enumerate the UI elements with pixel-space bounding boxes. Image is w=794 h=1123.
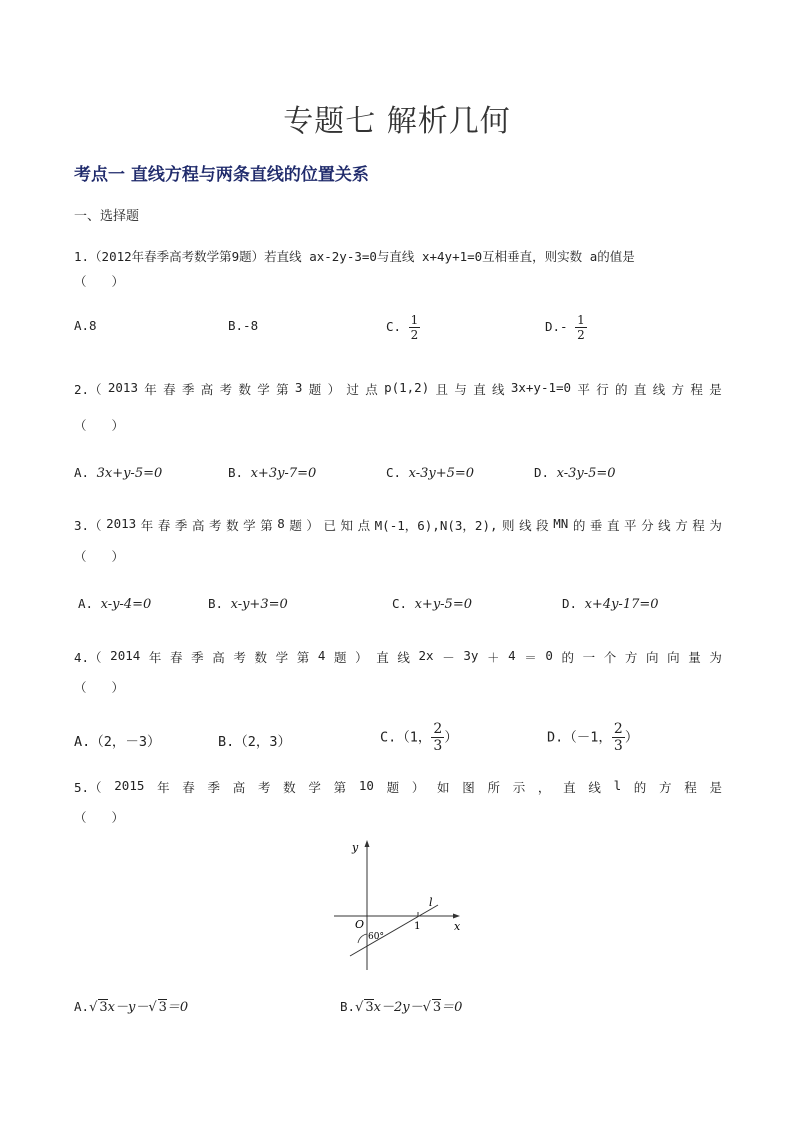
question-2-option-b	[228, 465, 316, 481]
question-3-option-c	[392, 596, 472, 612]
question-text-token: 程	[684, 780, 697, 795]
fraction-denominator: 2	[410, 328, 419, 342]
question-text-token: 第	[276, 382, 289, 397]
option-c-prefix: C.	[386, 465, 402, 480]
question-text-token: ，	[537, 780, 551, 795]
question-text-token: 方	[659, 780, 672, 795]
question-text-token: 线	[397, 650, 410, 665]
question-text-token: ＋	[487, 650, 500, 665]
question-text-token: 年	[157, 780, 170, 795]
question-1-option-d	[545, 314, 587, 341]
fraction-denominator: 3	[433, 738, 443, 754]
question-text-token: 2.（	[74, 382, 102, 397]
question-text-token: 直	[473, 382, 486, 397]
question-5-figure	[330, 838, 470, 974]
option-d-prefix: D.（－1，	[547, 729, 612, 746]
question-3-text	[74, 516, 722, 534]
question-text-token: 图	[462, 780, 475, 795]
sqrt-radicand: 3	[99, 1000, 108, 1015]
question-text-token: 线	[519, 518, 532, 533]
question-text-token: 考	[209, 518, 222, 533]
question-3-option-a	[78, 596, 151, 612]
question-text-token: 直	[633, 382, 647, 397]
question-text-token: －	[442, 650, 455, 665]
x-one-label: 1	[414, 920, 421, 932]
question-text-token: 季	[181, 382, 195, 397]
question-text-token: 过	[346, 382, 359, 397]
question-text-token: 直	[563, 780, 576, 795]
question-text-token: 高	[200, 382, 214, 397]
question-2-option-d	[534, 465, 616, 481]
question-text-token: 所	[487, 780, 500, 795]
question-text-token: 为	[709, 650, 722, 665]
question-text-token: ）	[411, 780, 425, 795]
sqrt-radicand: 3	[365, 1000, 374, 1015]
question-1-text: 1.（2012年春季高考数学第9题）若直线 ax-2y-3=0与直线 x+4y+1=0互相垂直，则实数 a的值是	[74, 249, 635, 264]
y-axis-arrow	[365, 840, 370, 847]
x-axis-label: x	[454, 920, 461, 933]
line-l-label: l	[429, 896, 433, 909]
question-text-token: 数	[283, 780, 296, 795]
fraction-one-half	[575, 314, 587, 341]
option-a-prefix: A.	[78, 596, 94, 611]
option-c-suffix: ）	[444, 729, 458, 746]
option-b-prefix: B.	[208, 596, 224, 611]
question-text-token: 学	[243, 518, 256, 533]
question-text-token: 平	[577, 382, 590, 397]
question-text-token: 高	[212, 650, 225, 665]
question-text-token: 数	[254, 650, 268, 665]
question-text-token: 4	[508, 648, 516, 663]
subsection-heading: 一、选择题	[74, 209, 140, 224]
question-text-token: 向	[646, 650, 659, 665]
question-2-answer-blank: （ ）	[74, 418, 125, 433]
question-text-token: 年	[144, 382, 157, 397]
option-b-equation: x+3y-7=0	[250, 466, 317, 481]
question-text-token: 已	[323, 518, 336, 533]
question-text-token: 则	[502, 518, 515, 533]
question-text-token: 数	[238, 382, 251, 397]
option-d-suffix: ）	[624, 729, 639, 746]
question-text-token: 8	[277, 516, 285, 531]
question-text-token: 2013	[106, 516, 137, 531]
option-a-equation: √ 3x－y－√ 3＝0	[89, 1000, 189, 1015]
question-text-token: 2015	[114, 778, 145, 793]
question-4-option-b: B.（2，3）	[218, 734, 292, 750]
question-text-token: 0	[545, 648, 553, 663]
question-text-token: 线	[652, 382, 666, 397]
question-text-token: 季	[191, 650, 204, 665]
equation-middle: x－y－	[107, 1000, 149, 1015]
question-text-token: 为	[709, 518, 722, 533]
question-text-token: ＝	[524, 650, 537, 665]
option-b-prefix: B.	[340, 999, 356, 1014]
question-text-token: 且	[435, 382, 449, 397]
question-text-token: 考	[219, 382, 233, 397]
question-text-token: 垂	[589, 518, 603, 533]
question-text-token: 2x	[418, 648, 434, 663]
option-d-prefix: D.	[562, 596, 578, 611]
question-1-option-b: B.-8	[228, 318, 259, 333]
option-a-prefix: A.	[74, 465, 90, 480]
question-text-token: 方	[624, 650, 638, 665]
question-2-text	[74, 380, 722, 398]
equation-end: ＝0	[166, 1000, 189, 1015]
question-text-token: 与	[454, 382, 467, 397]
fraction-two-thirds	[612, 722, 625, 753]
question-3-option-d	[562, 596, 659, 612]
question-text-token: 分	[641, 518, 654, 533]
question-text-token: 数	[226, 518, 239, 533]
option-b-prefix: B.	[228, 465, 244, 480]
question-text-token: 如	[437, 780, 450, 795]
option-b-equation: √ 3x－2y－√ 3＝0	[355, 1000, 463, 1015]
question-text-token: 第	[333, 780, 347, 795]
question-text-token: 学	[308, 780, 321, 795]
question-text-token: MN	[553, 516, 569, 531]
option-c-equation: x-3y+5=0	[408, 466, 475, 481]
question-text-token: 程	[690, 382, 703, 397]
question-text-token: 点	[357, 518, 371, 533]
question-text-token: 的	[633, 780, 647, 795]
question-text-token: 季	[174, 518, 188, 533]
question-text-token: l	[613, 778, 622, 793]
question-text-token: 段	[536, 518, 549, 533]
fraction-denominator: 3	[613, 738, 623, 754]
question-text-token: 的	[615, 382, 628, 397]
question-text-token: 春	[157, 518, 171, 533]
question-text-token: 线	[492, 382, 505, 397]
question-5-option-a	[74, 996, 188, 1015]
question-text-token: 是	[709, 780, 722, 795]
question-text-token: 量	[688, 650, 701, 665]
fraction-numerator: 1	[410, 313, 419, 327]
question-4-option-d	[547, 722, 638, 753]
angle-arc	[358, 934, 367, 943]
option-a-prefix: A.	[74, 999, 90, 1014]
question-text-token: 直	[376, 650, 389, 665]
question-text-token: 学	[257, 382, 270, 397]
question-text-token: 3y	[463, 648, 479, 663]
option-d-equation: x-3y-5=0	[556, 466, 616, 481]
question-4-option-a: A.（2，－3）	[74, 734, 161, 750]
question-text-token: 知	[340, 518, 354, 533]
question-text-token: 示	[512, 780, 526, 795]
question-text-token: 题	[308, 382, 322, 397]
question-2-option-a	[74, 465, 162, 481]
question-text-token: 年	[148, 650, 162, 665]
question-text-token: 程	[692, 518, 705, 533]
question-3-answer-blank: （ ）	[74, 549, 125, 564]
question-4-answer-blank: （ ）	[74, 680, 125, 695]
question-text-token: 3	[294, 380, 303, 395]
fraction-denominator: 2	[577, 328, 585, 342]
question-text-token: 的	[561, 650, 575, 665]
question-text-token: 2014	[110, 648, 141, 663]
option-b-equation: x-y+3=0	[230, 597, 288, 612]
question-text-token: 点	[365, 382, 378, 397]
question-text-token: 的	[572, 518, 586, 533]
option-d-equation: x+4y-17=0	[584, 597, 659, 612]
question-text-token: 第	[296, 650, 310, 665]
sqrt-radicand: 3	[158, 1000, 167, 1015]
question-text-token: 高	[191, 518, 205, 533]
question-text-token: 考	[233, 650, 246, 665]
question-text-token: 5.（	[74, 780, 102, 795]
question-1-answer-blank: （ ）	[74, 274, 125, 289]
question-5-text	[74, 778, 722, 796]
question-text-token: 春	[170, 650, 183, 665]
question-text-token: p(1,2)	[384, 380, 430, 395]
question-text-token: 题	[334, 650, 347, 665]
origin-label: O	[355, 918, 365, 931]
question-text-token: 平	[624, 518, 637, 533]
question-4-option-c	[380, 722, 458, 753]
question-text-token: 4	[317, 648, 326, 663]
question-text-token: 春	[182, 780, 195, 795]
question-text-token: 一	[582, 650, 596, 665]
question-4-text	[74, 648, 722, 666]
question-3-option-b	[208, 596, 288, 612]
question-text-token: 向	[667, 650, 680, 665]
fraction-numerator: 1	[577, 313, 585, 327]
question-1-option-c	[386, 314, 420, 341]
fraction-numerator: 2	[613, 721, 623, 737]
question-5-option-b	[340, 996, 462, 1015]
option-c-equation: x+y-5=0	[414, 597, 472, 612]
fraction-two-thirds	[431, 722, 444, 753]
angle-label: 60°	[368, 932, 384, 942]
question-text-token: 第	[260, 518, 273, 533]
question-5-answer-blank: （ ）	[74, 810, 125, 825]
question-text-token: 个	[603, 650, 617, 665]
question-text-token: 季	[207, 780, 221, 795]
question-1-option-a: A.8	[74, 318, 97, 333]
fraction-numerator: 2	[433, 721, 443, 737]
equation-middle: x－2y－	[373, 1000, 423, 1015]
option-c-prefix: C.	[392, 596, 408, 611]
question-text-token: 4.（	[74, 650, 102, 665]
question-text-token: 年	[140, 518, 154, 533]
question-text-token: 2013	[107, 380, 138, 395]
option-a-equation: 3x+y-5=0	[96, 466, 163, 481]
question-text-token: 线	[658, 518, 671, 533]
question-text-token: 题	[289, 518, 302, 533]
option-c-prefix: C.（1，	[380, 729, 432, 746]
question-text-token: 线	[588, 780, 601, 795]
question-text-token: 3.（	[74, 518, 102, 533]
question-text-token: 题	[386, 780, 400, 795]
question-text-token: ）	[327, 382, 341, 397]
question-text-token: 考	[257, 780, 271, 795]
section-heading: 考点一 直线方程与两条直线的位置关系	[74, 165, 369, 185]
fraction-one-half	[409, 314, 421, 341]
page-title: 专题七 解析几何	[283, 104, 511, 139]
question-text-token: 行	[596, 382, 609, 397]
question-text-token: 方	[671, 382, 685, 397]
option-d-prefix: D.	[534, 465, 550, 480]
question-text-token: 3x+y-1=0	[510, 380, 572, 395]
x-axis-arrow	[453, 914, 460, 919]
sqrt-radicand: 3	[432, 1000, 442, 1015]
y-axis-label: y	[352, 841, 359, 854]
question-text-token: ）	[306, 518, 319, 533]
question-text-token: 春	[163, 382, 176, 397]
question-text-token: 是	[709, 382, 722, 397]
question-text-token: 10	[358, 778, 374, 793]
option-c-prefix: C.	[386, 319, 402, 334]
question-text-token: ）	[355, 650, 368, 665]
option-d-prefix: D.-	[545, 319, 568, 334]
question-text-token: 高	[232, 780, 246, 795]
question-text-token: 学	[275, 650, 289, 665]
equation-end: ＝0	[441, 1000, 463, 1015]
question-text-token: 方	[675, 518, 688, 533]
option-a-equation: x-y-4=0	[100, 597, 152, 612]
question-text-token: 直	[606, 518, 620, 533]
question-text-token: M(-1，6),N(3，2),	[374, 518, 498, 533]
question-2-option-c	[386, 465, 474, 481]
